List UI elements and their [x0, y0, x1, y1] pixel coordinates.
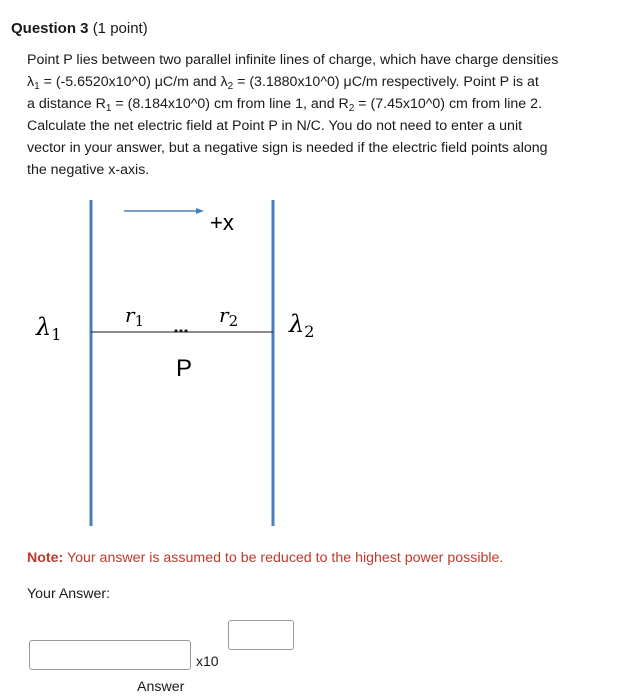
question-line-4: Calculate the net electric field at Point P in N/C. You do not need to enter a unit	[27, 118, 523, 134]
question-title: Question 3	[11, 20, 89, 37]
note-prefix: Note:	[27, 550, 64, 566]
question-line-2	[27, 71, 607, 93]
note	[27, 550, 503, 566]
r2-symbol: R	[338, 96, 349, 112]
r1-label: $r_1$	[125, 303, 145, 330]
r1-symbol: R	[95, 96, 106, 112]
question-line-1: Point P lies between two parallel infinite lines of charge, which have charge densities	[27, 52, 559, 68]
point-p-dot-left	[174, 329, 177, 332]
lambda1-value: = (-5.6520x10^0) μC/m and	[39, 74, 221, 90]
answer-exponent-input[interactable]	[228, 620, 294, 650]
answer-mantissa-input[interactable]	[29, 640, 191, 670]
lambda1-symbol: λ	[27, 74, 35, 90]
question-text	[27, 49, 607, 181]
lambda2-label: $\lambda_2$	[289, 310, 315, 341]
point-p-dot-center	[179, 329, 182, 332]
times-ten-label: x10	[196, 653, 219, 669]
distance-intro: a distance	[27, 96, 92, 112]
lambda2-value: = (3.1880x10^0) μC/m respectively. Point P is at	[233, 74, 539, 90]
x-axis-label: +x	[210, 210, 234, 235]
lambda2-symbol: λ	[220, 74, 228, 90]
question-line-6: the negative x-axis.	[27, 162, 150, 178]
lambda1-label: $\lambda_1$	[36, 313, 62, 344]
question-header	[11, 20, 148, 37]
r2-subscript: 2	[348, 103, 355, 114]
question-line-5: vector in your answer, but a negative sign is needed if the electric field points along	[27, 140, 548, 156]
r1-value: = (8.184x10^0) cm from line 1, and	[111, 96, 339, 112]
r1-subscript: 1	[105, 103, 112, 114]
your-answer-label: Your Answer:	[27, 586, 111, 602]
lambda1-subscript: 1	[34, 81, 40, 92]
r2-label: $r_2$	[219, 303, 239, 330]
point-p-dot-right	[184, 329, 187, 332]
charge-lines-diagram	[0, 190, 639, 535]
question-points: (1 point)	[92, 20, 148, 37]
x-axis-arrow-head	[196, 208, 204, 214]
r2-value: = (7.45x10^0) cm from line 2.	[354, 96, 542, 112]
note-text: Your answer is assumed to be reduced to the highest power possible.	[63, 550, 504, 566]
answer-caption: Answer	[137, 679, 185, 695]
question-line-3	[27, 93, 607, 115]
lambda2-subscript: 2	[227, 81, 234, 92]
point-p-label: P	[176, 355, 193, 382]
